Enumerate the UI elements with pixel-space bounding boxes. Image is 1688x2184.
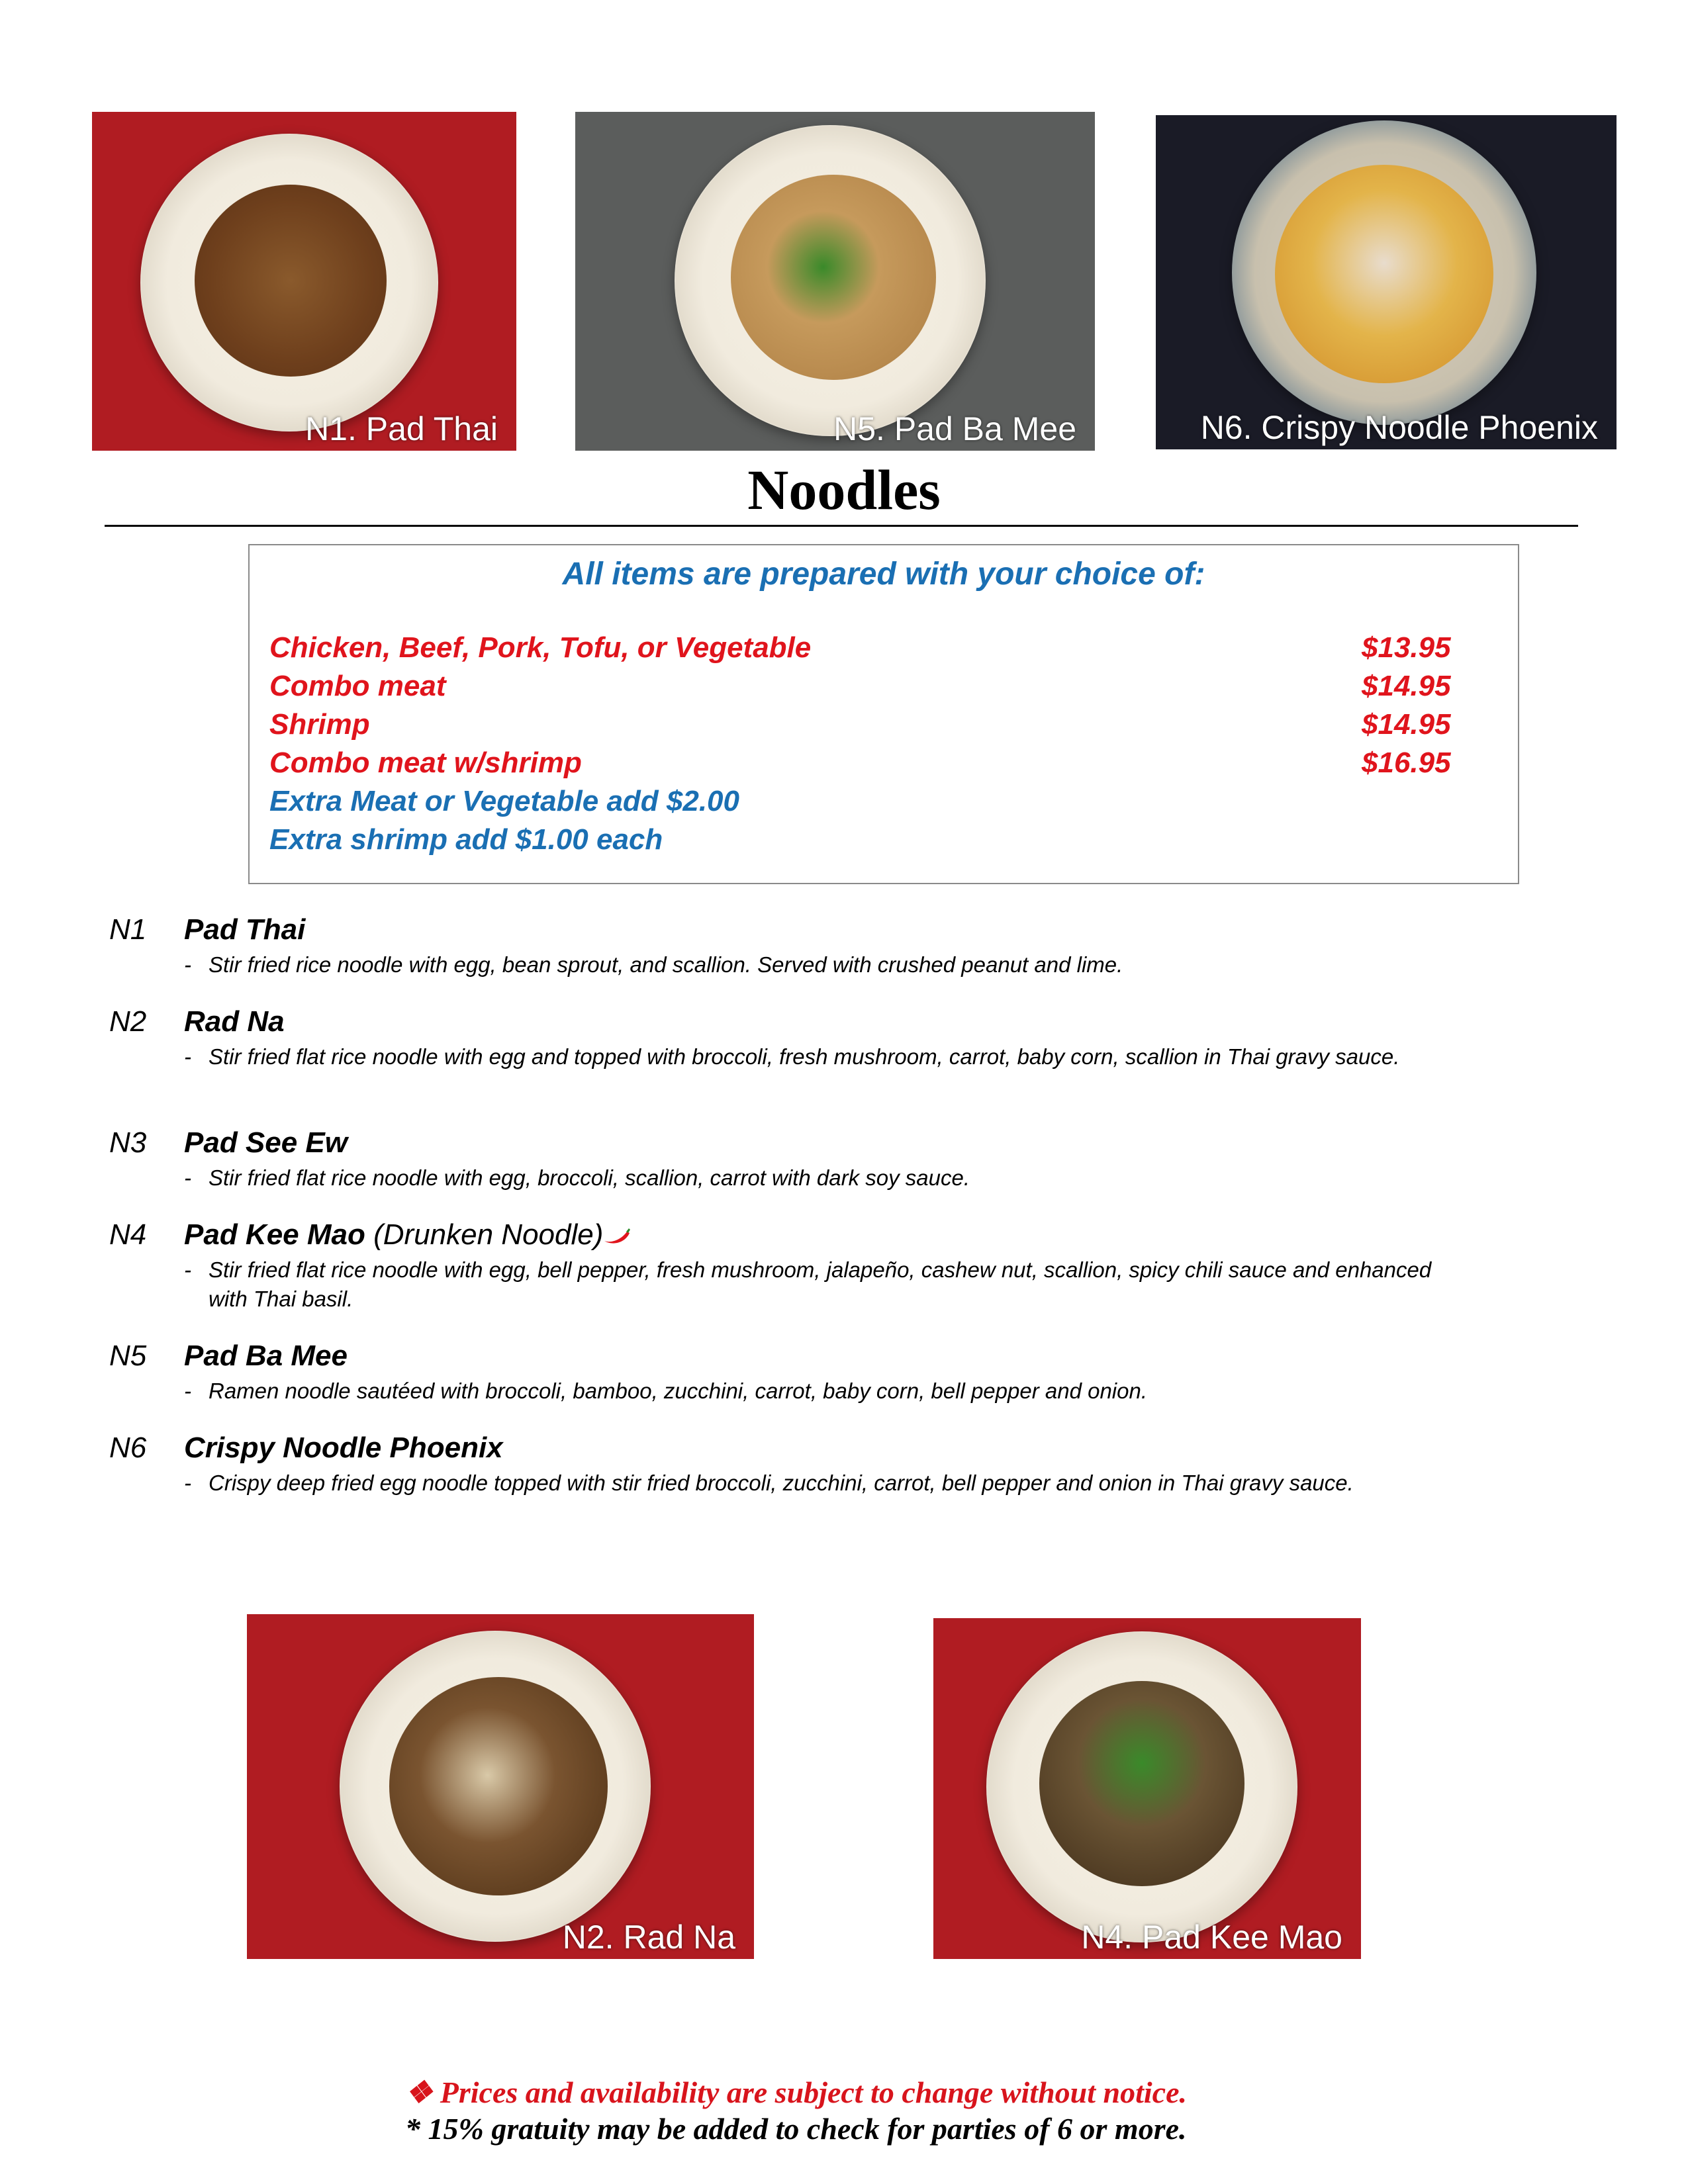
item-name: Pad See Ew xyxy=(184,1126,348,1159)
gratuity-notice: * 15% gratuity may be added to check for parties of 6 or more. xyxy=(405,2112,1187,2146)
item-code: N1 xyxy=(109,913,147,946)
option-price: $16.95 xyxy=(1362,747,1451,779)
item-name: Pad Kee Mao (Drunken Noodle) xyxy=(184,1218,631,1251)
item-subtitle: (Drunken Noodle) xyxy=(373,1218,604,1251)
photo-crispy-noodle-phoenix xyxy=(1156,115,1617,449)
food-pad-kee-mao xyxy=(1039,1681,1244,1886)
item-description: - Stir fried flat rice noodle with egg, bell pepper, fresh mushroom, jalapeño, cashew nut, scallion, spicy chili sauce and enhanced with Thai basil. xyxy=(184,1257,1432,1311)
option-label: Combo meat w/shrimp xyxy=(269,747,582,779)
item-description: - Stir fried flat rice noodle with egg, broccoli, scallion, carrot with dark soy sauce. xyxy=(184,1165,970,1190)
option-price: $13.95 xyxy=(1362,631,1451,664)
price-notice: ❖ Prices and availability are subject to change without notice. xyxy=(405,2075,1188,2109)
diamond-bullet-icon: ❖ xyxy=(405,2075,433,2109)
item-name: Rad Na xyxy=(184,1005,285,1038)
item-name: Pad Thai xyxy=(184,913,306,946)
food-crispy-noodle xyxy=(1275,165,1493,383)
photo-pad-ba-mee xyxy=(575,112,1095,451)
item-description: - Stir fried flat rice noodle with egg and topped with broccoli, fresh mushroom, carrot, baby corn, scallion in Thai gravy sauce. xyxy=(184,1044,1400,1069)
choice-box xyxy=(248,544,1519,884)
food-pad-thai xyxy=(195,185,387,377)
option-price: $14.95 xyxy=(1362,708,1451,741)
extra-option: Extra Meat or Vegetable add $2.00 xyxy=(269,785,739,817)
item-code: N4 xyxy=(109,1218,147,1251)
item-name: Pad Ba Mee xyxy=(184,1340,348,1372)
option-price: $14.95 xyxy=(1362,670,1451,702)
choice-box-heading: All items are prepared with your choice of: xyxy=(562,557,1205,592)
photo-pad-kee-mao xyxy=(933,1618,1361,1959)
extra-option: Extra shrimp add $1.00 each xyxy=(269,823,663,856)
page-title: Noodles xyxy=(747,458,941,522)
photo-caption: N1. Pad Thai xyxy=(305,410,498,447)
option-label: Chicken, Beef, Pork, Tofu, or Vegetable xyxy=(269,631,812,664)
item-code: N5 xyxy=(109,1340,147,1372)
photo-caption: N5. Pad Ba Mee xyxy=(833,410,1076,447)
item-description: - Stir fried rice noodle with egg, bean sprout, and scallion. Served with crushed peanut and lime. xyxy=(184,952,1123,977)
photo-pad-thai xyxy=(92,112,516,451)
title-divider xyxy=(105,525,1578,527)
item-name: Crispy Noodle Phoenix xyxy=(184,1432,503,1464)
food-rad-na xyxy=(389,1677,608,1895)
photo-caption: N6. Crispy Noodle Phoenix xyxy=(1200,409,1598,446)
item-code: N2 xyxy=(109,1005,147,1038)
photo-caption: N4. Pad Kee Mao xyxy=(1081,1919,1342,1956)
item-code: N3 xyxy=(109,1126,147,1159)
option-label: Shrimp xyxy=(269,708,370,741)
chili-pepper-icon xyxy=(603,1228,631,1245)
item-code: N6 xyxy=(109,1432,147,1464)
item-description: - Crispy deep fried egg noodle topped with stir fried broccoli, zucchini, carrot, bell pepper and onion in Thai gravy sauce. xyxy=(184,1471,1354,1495)
item-description: - Ramen noodle sautéed with broccoli, bamboo, zucchini, carrot, baby corn, bell pepper and onion. xyxy=(184,1379,1148,1403)
photo-caption: N2. Rad Na xyxy=(562,1919,735,1956)
photo-rad-na xyxy=(247,1614,754,1959)
food-pad-ba-mee xyxy=(731,175,936,380)
option-label: Combo meat xyxy=(269,670,446,702)
